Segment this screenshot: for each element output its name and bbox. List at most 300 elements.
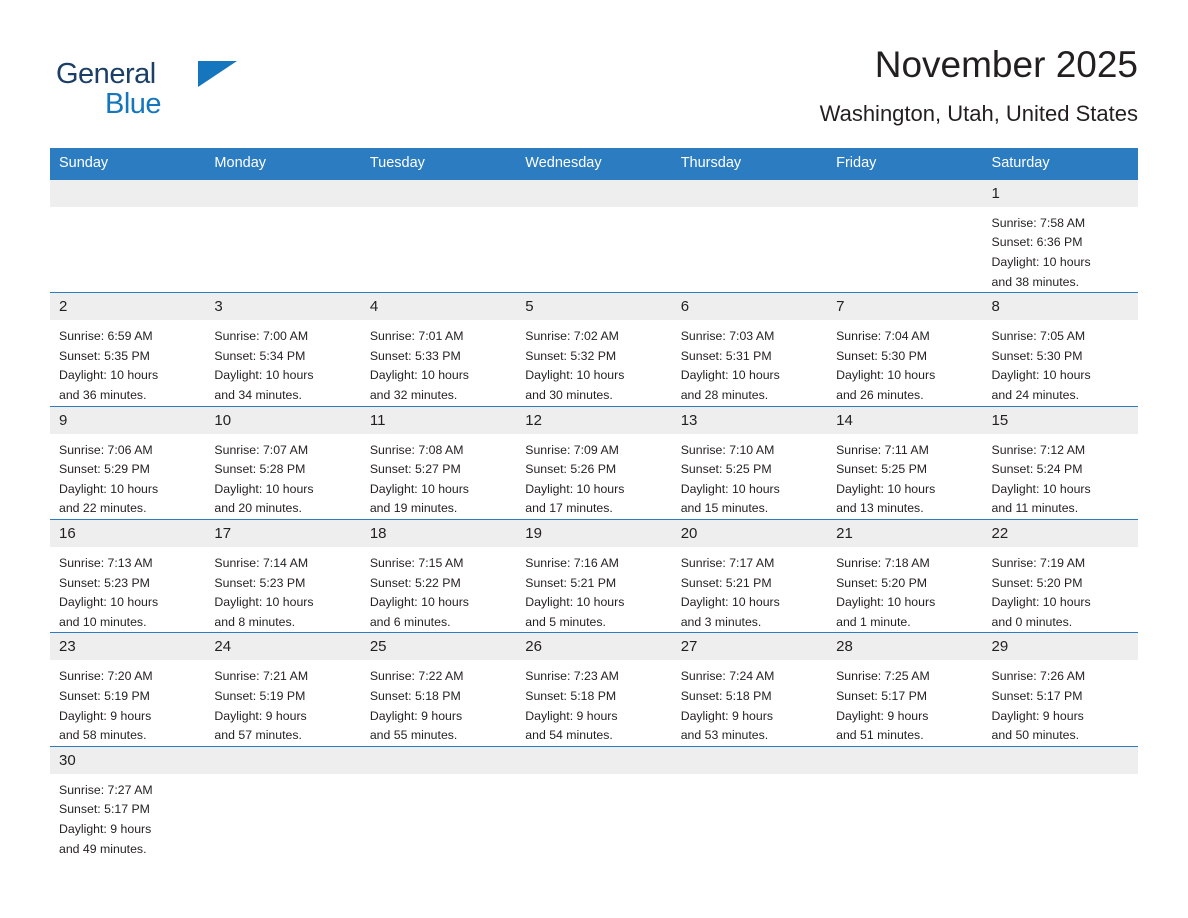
sunrise-time: Sunrise: 7:11 AM	[836, 442, 929, 457]
sunrise-time: Sunrise: 7:19 AM	[991, 555, 1086, 570]
sunset-time: Sunset: 5:18 PM	[680, 688, 772, 703]
daylight-duration-line2: and 19 minutes.	[369, 501, 458, 516]
daylight-duration-line2: and 54 minutes.	[525, 728, 613, 743]
calendar-day-cell	[672, 406, 827, 519]
sunset-time: Sunset: 5:23 PM	[214, 575, 306, 590]
daylight-duration-line1: Daylight: 9 hours	[59, 821, 152, 836]
calendar-day-cell	[827, 406, 982, 519]
daylight-duration-line2: and 11 minutes.	[991, 501, 1079, 516]
daylight-duration-line1: Daylight: 10 hours	[991, 481, 1091, 496]
day-number: 22	[983, 519, 1138, 547]
day-number: 20	[672, 519, 827, 547]
calendar-day-cell	[827, 292, 982, 405]
daylight-duration-line1: Daylight: 10 hours	[525, 368, 625, 383]
day-number: 11	[361, 406, 516, 434]
day-number: 17	[205, 519, 360, 547]
day-cell-inner	[361, 632, 516, 745]
sunset-time: Sunset: 5:33 PM	[369, 348, 461, 363]
generalblue-logo	[50, 44, 250, 120]
calendar-day-cell	[516, 179, 671, 292]
day-number-empty	[516, 179, 671, 207]
sunset-time: Sunset: 5:29 PM	[59, 462, 150, 477]
daylight-duration-line2: and 24 minutes.	[991, 388, 1080, 402]
sunrise-time: Sunrise: 7:14 AM	[214, 555, 309, 570]
calendar-day-cell	[50, 632, 205, 745]
day-cell-inner	[361, 406, 516, 519]
day-number-empty	[205, 179, 360, 207]
day-details	[205, 320, 360, 405]
sunrise-time: Sunrise: 7:25 AM	[836, 669, 930, 684]
weekday-header-saturday: Saturday	[983, 148, 1138, 179]
weekday-header-thursday: Thursday	[672, 148, 827, 179]
sunset-time: Sunset: 5:31 PM	[680, 348, 772, 363]
daylight-duration-line2: and 38 minutes.	[991, 274, 1080, 289]
calendar-day-cell	[50, 406, 205, 519]
day-number: 26	[516, 632, 671, 660]
calendar-day-cell	[672, 519, 827, 632]
calendar-day-cell	[205, 746, 360, 859]
day-details	[516, 434, 671, 519]
day-cell-inner	[983, 292, 1138, 405]
daylight-duration-line1: Daylight: 10 hours	[59, 595, 159, 610]
daylight-duration-line1: Daylight: 10 hours	[369, 368, 469, 383]
daylight-duration-line1: Daylight: 10 hours	[369, 481, 469, 496]
sunset-time: Sunset: 5:27 PM	[369, 462, 461, 477]
day-details	[827, 320, 982, 405]
day-cell-inner	[983, 179, 1138, 292]
sunset-time: Sunset: 5:30 PM	[991, 348, 1083, 363]
sunrise-time: Sunrise: 7:12 AM	[991, 442, 1086, 457]
day-number: 24	[205, 632, 360, 660]
day-details	[205, 547, 360, 632]
daylight-duration-line2: and 57 minutes.	[214, 728, 302, 743]
daylight-duration-line2: and 49 minutes.	[59, 841, 147, 856]
daylight-duration-line1: Daylight: 9 hours	[836, 708, 929, 723]
day-details	[361, 434, 516, 519]
calendar-day-cell	[50, 179, 205, 292]
day-number: 4	[361, 292, 516, 320]
sunset-time: Sunset: 5:32 PM	[525, 348, 617, 363]
daylight-duration-line1: Daylight: 10 hours	[525, 595, 625, 610]
day-cell-inner	[827, 292, 982, 405]
day-cell-inner	[50, 292, 205, 405]
day-number-empty	[205, 746, 360, 774]
daylight-duration-line2: and 0 minutes.	[991, 614, 1073, 629]
daylight-duration-line2: and 6 minutes.	[369, 614, 451, 629]
daylight-duration-line2: and 32 minutes.	[369, 388, 458, 402]
daylight-duration-line2: and 36 minutes.	[59, 388, 147, 402]
daylight-duration-line1: Daylight: 10 hours	[836, 481, 936, 496]
calendar-day-cell	[516, 632, 671, 745]
calendar-day-cell	[827, 519, 982, 632]
daylight-duration-line1: Daylight: 10 hours	[991, 255, 1091, 270]
daylight-duration-line2: and 15 minutes.	[680, 501, 769, 516]
sunrise-time: Sunrise: 7:02 AM	[525, 329, 619, 344]
day-number: 6	[672, 292, 827, 320]
day-details	[983, 434, 1138, 519]
daylight-duration-line2: and 8 minutes.	[214, 614, 296, 629]
daylight-duration-line1: Daylight: 10 hours	[836, 595, 936, 610]
sunrise-time: Sunrise: 7:27 AM	[59, 782, 153, 797]
calendar-day-cell	[516, 519, 671, 632]
day-cell-inner	[361, 746, 516, 849]
calendar-day-cell	[361, 519, 516, 632]
day-number: 1	[983, 179, 1138, 207]
logo-text-blue: Blue	[105, 88, 162, 120]
calendar-week-row	[50, 292, 1138, 405]
daylight-duration-line1: Daylight: 10 hours	[836, 368, 936, 383]
day-number: 9	[50, 406, 205, 434]
sunrise-time: Sunrise: 7:10 AM	[680, 442, 775, 457]
day-number: 10	[205, 406, 360, 434]
day-cell-inner	[983, 519, 1138, 632]
day-details	[983, 660, 1138, 745]
day-number: 16	[50, 519, 205, 547]
day-details	[983, 320, 1138, 405]
calendar-week-row	[50, 746, 1138, 859]
calendar-day-cell	[361, 292, 516, 405]
day-cell-inner	[361, 519, 516, 632]
day-cell-inner	[50, 406, 205, 519]
sunset-time: Sunset: 5:21 PM	[680, 575, 772, 590]
daylight-duration-line1: Daylight: 10 hours	[214, 368, 314, 383]
day-cell-inner	[516, 519, 671, 632]
day-cell-inner	[672, 746, 827, 849]
day-cell-inner	[672, 519, 827, 632]
sunrise-time: Sunrise: 7:00 AM	[214, 329, 309, 344]
sunrise-time: Sunrise: 7:03 AM	[680, 329, 775, 344]
daylight-duration-line2: and 17 minutes.	[525, 501, 613, 516]
day-cell-inner	[827, 179, 982, 282]
daylight-duration-line2: and 50 minutes.	[991, 728, 1080, 743]
day-details	[361, 547, 516, 632]
daylight-duration-line1: Daylight: 10 hours	[214, 595, 314, 610]
day-number: 14	[827, 406, 982, 434]
day-number-empty	[50, 179, 205, 207]
day-number: 15	[983, 406, 1138, 434]
day-number-empty	[361, 179, 516, 207]
sunset-time: Sunset: 5:24 PM	[991, 462, 1083, 477]
sunrise-time: Sunrise: 7:17 AM	[680, 555, 775, 570]
day-number: 8	[983, 292, 1138, 320]
calendar-day-cell	[827, 179, 982, 292]
sunrise-sunset-calendar	[50, 148, 1138, 859]
sunset-time: Sunset: 5:17 PM	[991, 688, 1083, 703]
logo-triangle-icon	[198, 61, 237, 87]
day-number-empty	[672, 746, 827, 774]
day-number: 18	[361, 519, 516, 547]
day-number: 30	[50, 746, 205, 774]
sunrise-time: Sunrise: 7:01 AM	[369, 329, 464, 344]
calendar-day-cell	[983, 179, 1138, 292]
day-cell-inner	[827, 632, 982, 745]
calendar-day-cell	[672, 746, 827, 859]
day-details	[672, 660, 827, 745]
calendar-day-cell	[983, 746, 1138, 859]
day-number: 28	[827, 632, 982, 660]
day-cell-inner	[50, 632, 205, 745]
sunrise-time: Sunrise: 7:20 AM	[59, 669, 153, 684]
calendar-day-cell	[672, 632, 827, 745]
daylight-duration-line2: and 10 minutes.	[59, 614, 147, 629]
sunset-time: Sunset: 5:25 PM	[836, 462, 928, 477]
calendar-day-cell	[827, 746, 982, 859]
sunset-time: Sunset: 5:25 PM	[680, 462, 772, 477]
sunrise-time: Sunrise: 7:16 AM	[525, 555, 619, 570]
daylight-duration-line1: Daylight: 10 hours	[369, 595, 469, 610]
day-details	[672, 547, 827, 632]
day-details	[827, 547, 982, 632]
calendar-day-cell	[983, 292, 1138, 405]
day-number: 27	[672, 632, 827, 660]
calendar-day-cell	[516, 406, 671, 519]
sunrise-time: Sunrise: 7:04 AM	[836, 329, 930, 344]
daylight-duration-line2: and 53 minutes.	[680, 728, 769, 743]
sunset-time: Sunset: 5:19 PM	[59, 688, 150, 703]
day-cell-inner	[672, 292, 827, 405]
day-number-empty	[672, 179, 827, 207]
calendar-day-cell	[983, 632, 1138, 745]
sunset-time: Sunset: 6:36 PM	[991, 235, 1083, 250]
weekday-header-friday: Friday	[827, 148, 982, 179]
day-details	[827, 660, 982, 745]
day-cell-inner	[205, 292, 360, 405]
day-cell-inner	[983, 746, 1138, 849]
calendar-day-cell	[205, 632, 360, 745]
calendar-day-cell	[361, 632, 516, 745]
day-number: 25	[361, 632, 516, 660]
daylight-duration-line1: Daylight: 10 hours	[680, 595, 780, 610]
sunrise-time: Sunrise: 7:21 AM	[214, 669, 309, 684]
sunrise-time: Sunrise: 7:08 AM	[369, 442, 464, 457]
daylight-duration-line2: and 20 minutes.	[214, 501, 302, 516]
calendar-day-cell	[516, 746, 671, 859]
day-cell-inner	[516, 746, 671, 849]
day-number-empty	[827, 179, 982, 207]
daylight-duration-line1: Daylight: 9 hours	[991, 708, 1084, 723]
day-cell-inner	[516, 632, 671, 745]
day-number: 13	[672, 406, 827, 434]
day-details	[983, 547, 1138, 632]
daylight-duration-line1: Daylight: 10 hours	[991, 595, 1091, 610]
sunset-time: Sunset: 5:18 PM	[369, 688, 461, 703]
page-title: November 2025	[874, 44, 1138, 85]
daylight-duration-line1: Daylight: 10 hours	[59, 368, 159, 383]
calendar-week-row	[50, 632, 1138, 745]
day-cell-inner	[205, 746, 360, 849]
day-cell-inner	[516, 292, 671, 405]
calendar-body	[50, 179, 1138, 859]
day-details	[361, 660, 516, 745]
day-cell-inner	[827, 746, 982, 849]
daylight-duration-line2: and 13 minutes.	[836, 501, 924, 516]
day-cell-inner	[827, 519, 982, 632]
calendar-day-cell	[50, 292, 205, 405]
daylight-duration-line1: Daylight: 10 hours	[214, 481, 314, 496]
sunset-time: Sunset: 5:26 PM	[525, 462, 617, 477]
day-details	[50, 774, 205, 859]
day-cell-inner	[50, 519, 205, 632]
day-cell-inner	[672, 179, 827, 282]
daylight-duration-line1: Daylight: 9 hours	[369, 708, 463, 723]
daylight-duration-line1: Daylight: 9 hours	[525, 708, 618, 723]
calendar-day-cell	[983, 519, 1138, 632]
day-number: 23	[50, 632, 205, 660]
sunset-time: Sunset: 5:21 PM	[525, 575, 617, 590]
sunrise-time: Sunrise: 7:23 AM	[525, 669, 619, 684]
day-cell-inner	[205, 632, 360, 745]
daylight-duration-line2: and 22 minutes.	[59, 501, 147, 516]
day-details	[361, 320, 516, 405]
location-subtitle: Washington, Utah, United States	[819, 100, 1138, 126]
day-cell-inner	[516, 406, 671, 519]
day-details	[672, 320, 827, 405]
daylight-duration-line2: and 26 minutes.	[836, 388, 924, 402]
day-number: 29	[983, 632, 1138, 660]
calendar-day-cell	[516, 292, 671, 405]
daylight-duration-line2: and 1 minute.	[836, 614, 911, 629]
daylight-duration-line2: and 28 minutes.	[680, 388, 769, 402]
daylight-duration-line1: Daylight: 10 hours	[680, 481, 780, 496]
daylight-duration-line2: and 3 minutes.	[680, 614, 762, 629]
day-details	[516, 320, 671, 405]
sunrise-time: Sunrise: 7:15 AM	[369, 555, 464, 570]
sunset-time: Sunset: 5:22 PM	[369, 575, 461, 590]
sunrise-time: Sunrise: 7:58 AM	[991, 215, 1086, 230]
calendar-day-cell	[205, 179, 360, 292]
day-details	[516, 547, 671, 632]
calendar-day-cell	[672, 179, 827, 292]
daylight-duration-line2: and 55 minutes.	[369, 728, 458, 743]
daylight-duration-line1: Daylight: 9 hours	[214, 708, 307, 723]
page-header	[50, 0, 1138, 127]
sunrise-time: Sunrise: 7:05 AM	[991, 329, 1086, 344]
day-details	[50, 660, 205, 745]
day-cell-inner	[361, 292, 516, 405]
day-details	[50, 320, 205, 405]
day-number-empty	[361, 746, 516, 774]
day-cell-inner	[361, 179, 516, 282]
sunrise-time: Sunrise: 7:09 AM	[525, 442, 619, 457]
day-details	[672, 434, 827, 519]
day-cell-inner	[205, 179, 360, 282]
calendar-day-cell	[827, 632, 982, 745]
day-number: 2	[50, 292, 205, 320]
day-number: 7	[827, 292, 982, 320]
day-details	[50, 434, 205, 519]
calendar-day-cell	[50, 746, 205, 859]
day-number: 19	[516, 519, 671, 547]
day-cell-inner	[516, 179, 671, 282]
day-number-empty	[516, 746, 671, 774]
sunset-time: Sunset: 5:17 PM	[836, 688, 928, 703]
calendar-day-cell	[205, 406, 360, 519]
calendar-week-row	[50, 519, 1138, 632]
day-cell-inner	[672, 406, 827, 519]
sunset-time: Sunset: 5:30 PM	[836, 348, 928, 363]
daylight-duration-line1: Daylight: 10 hours	[991, 368, 1091, 383]
sunset-time: Sunset: 5:34 PM	[214, 348, 306, 363]
weekday-header-row	[50, 148, 1138, 179]
daylight-duration-line2: and 51 minutes.	[836, 728, 924, 743]
day-cell-inner	[983, 406, 1138, 519]
sunset-time: Sunset: 5:23 PM	[59, 575, 150, 590]
daylight-duration-line1: Daylight: 9 hours	[680, 708, 773, 723]
day-details	[827, 434, 982, 519]
calendar-day-cell	[205, 519, 360, 632]
sunrise-time: Sunrise: 7:26 AM	[991, 669, 1086, 684]
day-number: 21	[827, 519, 982, 547]
sunrise-time: Sunrise: 7:24 AM	[680, 669, 775, 684]
calendar-day-cell	[361, 746, 516, 859]
daylight-duration-line2: and 34 minutes.	[214, 388, 302, 402]
daylight-duration-line2: and 30 minutes.	[525, 388, 613, 402]
sunrise-time: Sunrise: 7:18 AM	[836, 555, 930, 570]
day-details	[205, 660, 360, 745]
day-number: 12	[516, 406, 671, 434]
daylight-duration-line1: Daylight: 10 hours	[59, 481, 159, 496]
day-number: 3	[205, 292, 360, 320]
day-number: 5	[516, 292, 671, 320]
day-number-empty	[983, 746, 1138, 774]
day-cell-inner	[672, 632, 827, 745]
sunset-time: Sunset: 5:28 PM	[214, 462, 306, 477]
weekday-header-monday: Monday	[205, 148, 360, 179]
day-cell-inner	[50, 179, 205, 282]
calendar-week-row	[50, 179, 1138, 292]
calendar-week-row	[50, 406, 1138, 519]
daylight-duration-line1: Daylight: 10 hours	[680, 368, 780, 383]
daylight-duration-line2: and 5 minutes.	[525, 614, 606, 629]
day-cell-inner	[827, 406, 982, 519]
calendar-day-cell	[205, 292, 360, 405]
day-details	[983, 207, 1138, 292]
sunset-time: Sunset: 5:20 PM	[836, 575, 928, 590]
daylight-duration-line1: Daylight: 10 hours	[525, 481, 625, 496]
sunset-time: Sunset: 5:20 PM	[991, 575, 1083, 590]
day-cell-inner	[205, 519, 360, 632]
weekday-header-tuesday: Tuesday	[361, 148, 516, 179]
day-details	[516, 660, 671, 745]
weekday-header-sunday: Sunday	[50, 148, 205, 179]
sunset-time: Sunset: 5:35 PM	[59, 348, 150, 363]
calendar-day-cell	[361, 179, 516, 292]
daylight-duration-line2: and 58 minutes.	[59, 728, 147, 743]
sunrise-time: Sunrise: 6:59 AM	[59, 329, 153, 344]
calendar-day-cell	[361, 406, 516, 519]
logo-text-general: General	[56, 58, 156, 90]
daylight-duration-line1: Daylight: 9 hours	[59, 708, 152, 723]
day-details	[50, 547, 205, 632]
sunset-time: Sunset: 5:17 PM	[59, 802, 150, 817]
title-block	[820, 44, 1138, 127]
calendar-day-cell	[983, 406, 1138, 519]
sunset-time: Sunset: 5:18 PM	[525, 688, 617, 703]
calendar-day-cell	[672, 292, 827, 405]
weekday-header-wednesday: Wednesday	[516, 148, 671, 179]
day-cell-inner	[205, 406, 360, 519]
day-details	[205, 434, 360, 519]
day-number-empty	[827, 746, 982, 774]
sunrise-time: Sunrise: 7:22 AM	[369, 669, 464, 684]
sunset-time: Sunset: 5:19 PM	[214, 688, 306, 703]
calendar-day-cell	[50, 519, 205, 632]
sunrise-time: Sunrise: 7:07 AM	[214, 442, 309, 457]
sunrise-time: Sunrise: 7:13 AM	[59, 555, 153, 570]
day-cell-inner	[983, 632, 1138, 745]
sunrise-time: Sunrise: 7:06 AM	[59, 442, 153, 457]
day-cell-inner	[50, 746, 205, 859]
